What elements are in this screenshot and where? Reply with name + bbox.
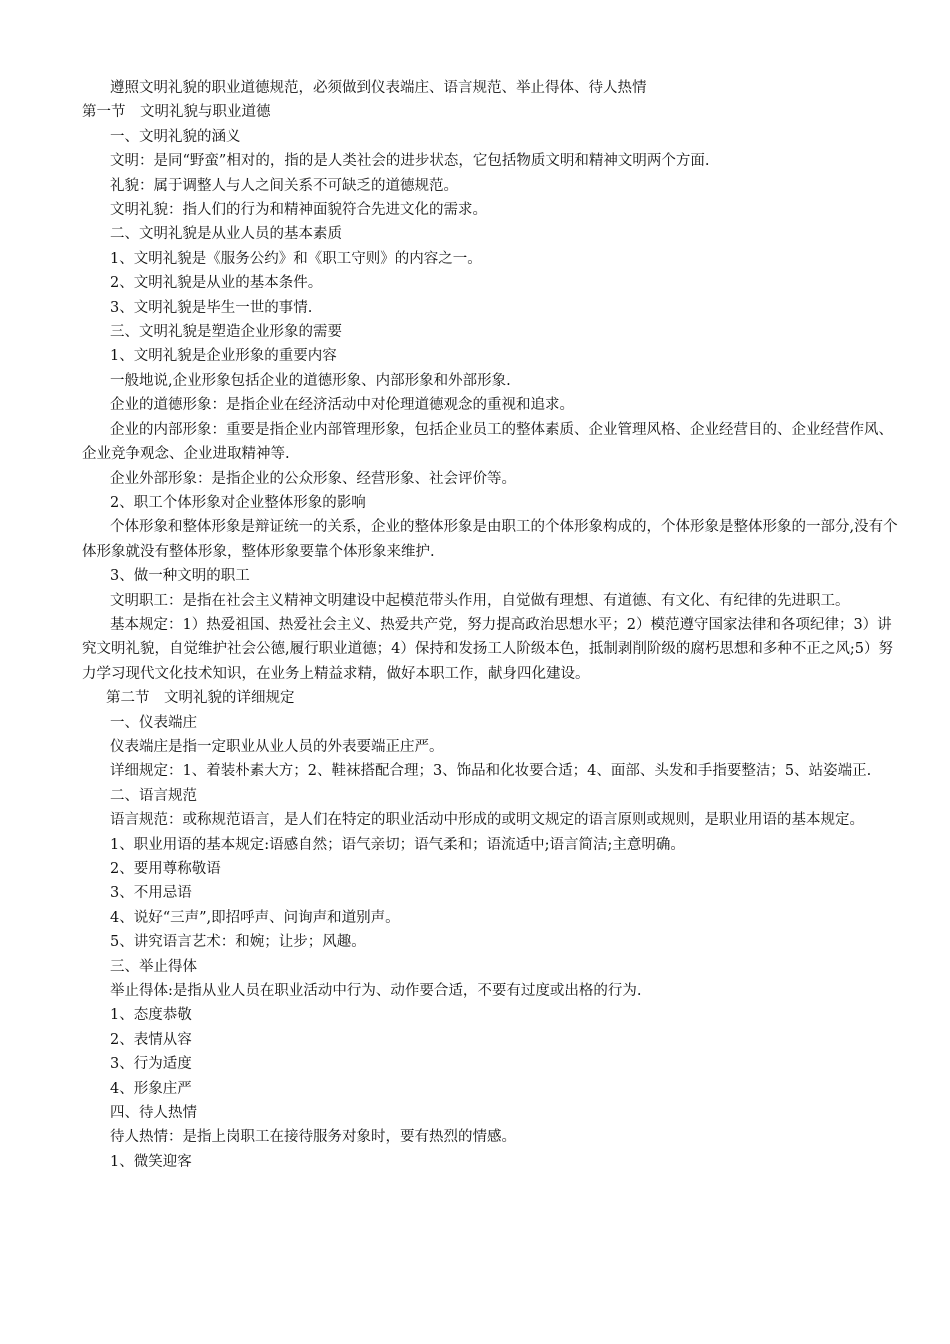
paragraph: 3、文明礼貌是毕生一世的事情.: [110, 299, 313, 316]
paragraph: 待人热情：是指上岗职工在接待服务对象时，要有热烈的情感。: [110, 1129, 516, 1146]
paragraph: 2、职工个体形象对企业整体形象的影响: [110, 494, 366, 511]
paragraph: 三、举止得体: [110, 958, 197, 975]
paragraph: 一、文明礼貌的涵义: [110, 128, 241, 145]
paragraph: 二、文明礼貌是从业人员的基本素质: [110, 226, 342, 243]
paragraph: 2、文明礼貌是从业的基本条件。: [110, 275, 323, 292]
paragraph: 企业的内部形象：重要是指企业内部管理形象，包括企业员工的整体素质、企业管理风格、企业经营目的、企业经营作风、企业竞争观念、企业进取精神等.: [82, 421, 893, 463]
paragraph: 遵照文明礼貌的职业道德规范，必须做到仪表端庄、语言规范、举止得体、待人热情: [110, 80, 647, 96]
paragraph: 文明：是同“野蛮”相对的，指的是人类社会的进步状态，它包括物质文明和精神文明两个方面.: [110, 153, 710, 170]
paragraph: 举止得体:是指从业人员在职业活动中行为、动作要合适，不要有过度或出格的行为.: [110, 983, 642, 1000]
document-body: [82, 76, 900, 1174]
paragraph: 详细规定：1、着装朴素大方；2、鞋袜搭配合理；3、饰品和化妆要合适；4、面部、头发和手指要整洁；5、站姿端正.: [110, 763, 872, 780]
paragraph: 3、行为适度: [110, 1056, 192, 1073]
paragraph: 基本规定：1）热爱祖国、热爱社会主义、热爱共产党，努力提高政治思想水平；2）模范遵守国家法律和各项纪律；3）讲究文明礼貌，自觉维护社会公德,履行职业道德；4）保持和发扬工人阶级本色，抵制剥削阶级的腐朽思想和多种不正之风;5）努力学习现代文化技术知识，在业务上精益求精，做好本职工作，献身四化建设。: [82, 616, 893, 682]
paragraph: 个体形象和整体形象是辩证统一的关系，企业的整体形象是由职工的个体形象构成的，个体形象是整体形象的一部分,没有个体形象就没有整体形象，整体形象要靠个体形象来维护.: [82, 519, 898, 560]
paragraph: 四、待人热情: [110, 1105, 197, 1122]
paragraph: 礼貌：属于调整人与人之间关系不可缺乏的道德规范。: [110, 177, 458, 194]
paragraph: 2、表情从容: [110, 1031, 192, 1048]
paragraph: 3、不用忌语: [110, 885, 192, 902]
paragraph: 企业外部形象：是指企业的公众形象、经营形象、社会评价等。: [110, 470, 516, 487]
paragraph: 1、文明礼貌是企业形象的重要内容: [110, 348, 337, 365]
paragraph: 企业的道德形象：是指企业在经济活动中对伦理道德观念的重视和追求。: [110, 397, 574, 414]
paragraph: 1、态度恭敬: [110, 1007, 192, 1024]
paragraph: 1、微笑迎客: [110, 1153, 192, 1170]
paragraph: 一、仪表端庄: [110, 714, 197, 731]
paragraph: 2、要用尊称敬语: [110, 861, 221, 877]
paragraph: 文明职工：是指在社会主义精神文明建设中起模范带头作用，自觉做有理想、有道德、有文化、有纪律的先进职工。: [110, 592, 850, 609]
paragraph: 第二节 文明礼貌的详细规定: [106, 690, 295, 707]
paragraph: 二、语言规范: [110, 787, 197, 804]
paragraph: 4、形象庄严: [110, 1080, 192, 1097]
paragraph: 4、说好“三声”,即招呼声、问询声和道别声。: [110, 909, 400, 926]
paragraph: 5、讲究语言艺术：和婉；让步；风趣。: [110, 934, 366, 951]
paragraph: 三、文明礼貌是塑造企业形象的需要: [110, 324, 342, 341]
paragraph: 一般地说,企业形象包括企业的道德形象、内部形象和外部形象.: [110, 372, 511, 389]
paragraph: 1、职业用语的基本规定:语感自然；语气亲切；语气柔和；语流适中;语言简洁;主意明确。: [110, 836, 685, 853]
paragraph: 文明礼貌：指人们的行为和精神面貌符合先进文化的需求。: [110, 202, 487, 219]
paragraph: 3、做一种文明的职工: [110, 568, 250, 585]
paragraph: 1、文明礼貌是《服务公约》和《职工守则》的内容之一。: [110, 250, 482, 267]
paragraph: 仪表端庄是指一定职业从业人员的外表要端正庄严。: [110, 738, 444, 755]
paragraph: 第一节 文明礼貌与职业道德: [82, 104, 271, 121]
paragraph: 语言规范：或称规范语言，是人们在特定的职业活动中形成的或明文规定的语言原则或规则，是职业用语的基本规定。: [110, 812, 864, 829]
